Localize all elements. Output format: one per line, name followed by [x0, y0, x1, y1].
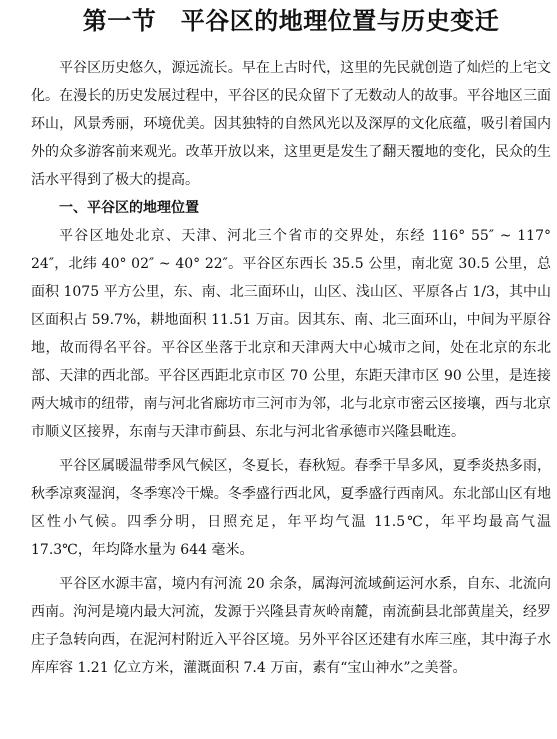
water-paragraph: 平谷区水源丰富，境内有河流 20 余条，属海河流域蓟运河水系，自东、北流向西南。泃河是境内最大河流，发源于兴隆县青灰岭南麓，南流蓟县北部黄崖关，经罗庄子急转向西，在泥河村附近入平谷区境。另外平谷区还建有水库三座，其中海子水库库容 1.21 亿立方米，灌溉面积 7.4 万亩，素有“宝山神水”之美誉。: [31, 576, 551, 676]
page-title: 第一节 平谷区的地理位置与历史变迁: [82, 7, 500, 35]
section-heading: 一、平谷区的地理位置: [59, 200, 199, 216]
climate-paragraph: 平谷区属暖温带季风气候区，冬夏长，春秋短。春季干旱多风，夏季炎热多雨，秋季凉爽湿润，冬季寒冷干燥。冬季盛行西北风，夏季盛行西南风。东北部山区有地区性小气候。四季分明，日照充足，年平均气温 11.5℃，年平均最高气温 17.3℃，年均降水量为 644 毫米。: [31, 458, 551, 558]
intro-paragraph: 平谷区历史悠久，源远流长。早在上古时代，这里的先民就创造了灿烂的上宅文化。在漫长的历史发展过程中，平谷区的民众留下了无数动人的故事。平谷地区三面环山，风景秀丽，环境优美。因其独特的自然风光以及深厚的文化底蕴，吸引着国内外的众多游客前来观光。改革开放以来，这里更是发生了翻天覆地的变化，民众的生活水平得到了极大的提高。: [31, 60, 551, 188]
location-paragraph: 平谷区地处北京、天津、河北三个省市的交界处，东经 116° 55″ ~ 117° 24″，北纬 40° 02″ ~ 40° 22″。平谷区东西长 35.5 公里，南北宽 30.5 公里，总面积 1075 平方公里，东、南、北三面环山，山区、浅山区、平原各占 1/3，其中山区面积占 59.7%，耕地面积 11.51 万亩。因其东、南、北三面环山，中间为平原谷地，故而得名平谷。平谷区坐落于北京和天津两大中心城市之间，处在北京的东北部、天津的西北部。平谷区西距北京市区 70 公里，东距天津市区 90 公里，是连接两大城市的纽带，南与河北省廊坊市三河市为邻，北与北京市密云区接壤，西与北京市顺义区接界，东南与天津市蓟县、东北与河北省承德市兴隆县毗连。: [31, 228, 551, 440]
document-page: [31, 0, 551, 682]
